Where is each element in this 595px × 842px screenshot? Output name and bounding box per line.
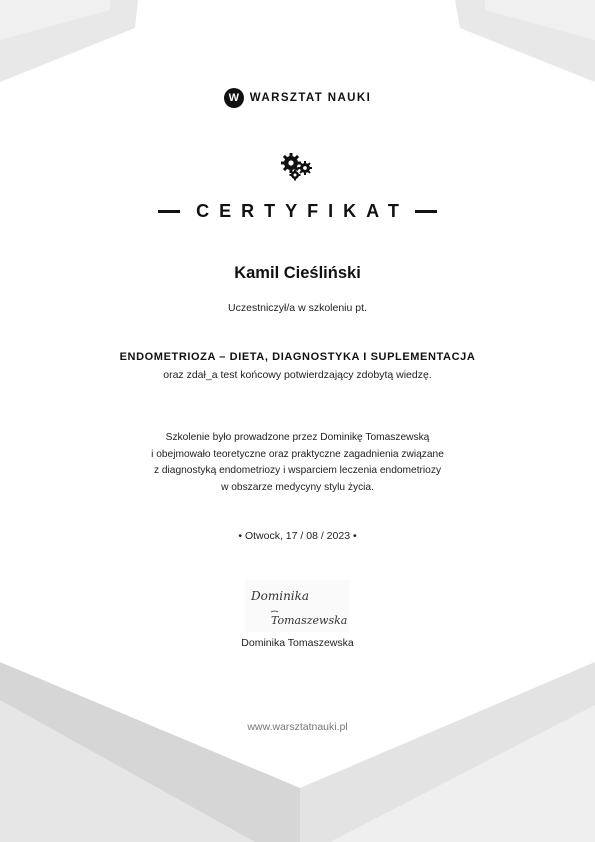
course-title: ENDOMETRIOZA – DIETA, DIAGNOSTYKA I SUPLEMENTACJA: [119, 351, 476, 363]
brand-mark-icon: W: [224, 88, 244, 108]
description-line: w obszarze medycyny stylu życia.: [221, 481, 374, 493]
description-line: Szkolenie było prowadzone przez Dominikę Tomaszewską: [165, 432, 430, 443]
website-link[interactable]: www.warsztatnauki.pl: [247, 721, 348, 733]
svg-text:Dominika: Dominika: [251, 589, 310, 603]
title-dash-left: [158, 210, 180, 213]
recipient-name: Kamil Cieśliński: [234, 264, 361, 282]
title-row: [0, 201, 595, 222]
signer-name: Dominika Tomaszewska: [241, 637, 354, 649]
gears-icon: [281, 152, 315, 182]
svg-text:Tomaszewska: Tomaszewska: [271, 614, 348, 627]
title-dash-right: [415, 210, 437, 213]
participation-text: Uczestniczył/a w szkoleniu pt.: [228, 302, 367, 314]
brand-logo: [0, 88, 595, 108]
test-text: oraz zdał_a test końcowy potwierdzający zdobytą wiedzę.: [163, 369, 432, 381]
place-date: • Otwock, 17 / 08 / 2023 •: [238, 530, 357, 542]
certificate-title: CERTYFIKAT: [196, 201, 409, 221]
description-line: z diagnostyką endometriozy i wsparciem leczenia endometriozy: [153, 465, 442, 477]
description-line: i obejmowało teoretyczne oraz praktyczne zagadnienia związane: [151, 448, 444, 460]
handwritten-signature: [245, 580, 349, 632]
description: [0, 430, 595, 496]
brand-name: WARSZTAT NAUKI: [249, 92, 372, 104]
